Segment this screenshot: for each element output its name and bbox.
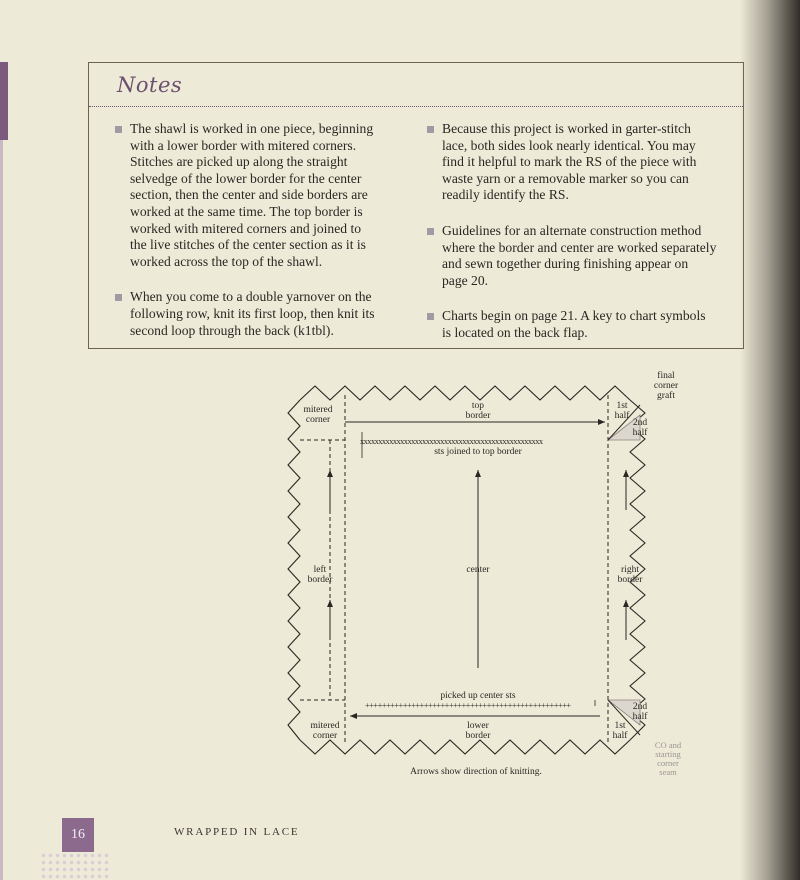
diagram-caption: Arrows show direction of knitting. (410, 767, 542, 777)
final-graft-line2: corner (653, 381, 679, 391)
half-1st-top-line2: half (614, 411, 630, 421)
zigzag-edge-top (300, 386, 630, 400)
sts-joined-label: sts joined to top border (434, 447, 522, 457)
right-border-line1: right (621, 565, 639, 575)
co-seam-line4: seam (659, 767, 677, 777)
note-item: Charts begin on page 21. A key to chart symbols is located on the back flap. (427, 308, 717, 341)
co-seam-line3: corner (657, 758, 679, 768)
mitered-corner-top-line2: corner (305, 415, 331, 425)
zigzag-edge-left (288, 400, 300, 740)
co-seam-line2: starting (655, 749, 681, 759)
half-2nd-bottom-line2: half (632, 712, 648, 722)
page-number: 16 (62, 818, 94, 852)
lower-border-line2: border (465, 731, 491, 741)
running-head: WRAPPED IN LACE (174, 826, 300, 838)
note-item: Because this project is worked in garter-stitch lace, both sides look nearly identical. You may find it helpful to mark the RS of the piece with waste yarn or a removable marker so you can readily identify the RS. (427, 121, 717, 204)
half-1st-top-line1: 1st (616, 401, 628, 411)
final-graft-line1: final (657, 371, 675, 381)
lower-border-line1: lower (467, 721, 489, 731)
mitered-corner-bottom-line1: mitered (310, 721, 340, 731)
co-seam-line1: CO and (654, 740, 682, 750)
zigzag-edge-bottom (300, 740, 630, 754)
picked-up-label: picked up center sts (440, 691, 516, 701)
half-1st-bottom-line2: half (612, 731, 628, 741)
xs-row: xxxxxxxxxxxxxxxxxxxxxxxxxxxxxxxxxxxxxxxxxxxxxxxxxx (360, 436, 543, 446)
half-2nd-bottom-line1: 2nd (632, 702, 648, 712)
mitered-corner-bottom-line2: corner (312, 731, 338, 741)
note-item: When you come to a double yarnover on the following row, knit its first loop, then knit its second loop through the back (k1tbl). (115, 289, 380, 339)
left-border-line1: left (313, 565, 327, 575)
note-item: Guidelines for an alternate construction method where the border and center are worked separately and sewn together during finishing appear on page 20. (427, 223, 717, 289)
left-border-line2: border (307, 575, 333, 585)
footer-dot-pattern (40, 852, 110, 880)
mitered-corner-top-line1: mitered (303, 405, 333, 415)
top-border-label-line2: border (465, 411, 491, 421)
notes-title: Notes (117, 73, 183, 97)
top-border-label-line1: top (471, 401, 485, 411)
half-2nd-top-line2: half (632, 428, 648, 438)
half-2nd-top-line1: 2nd (632, 418, 648, 428)
right-border-line2: border (617, 575, 643, 585)
final-graft-line3: graft (657, 391, 675, 401)
plus-row: +++++++++++++++++++++++++++++++++++++++++++++++++ (365, 700, 571, 710)
half-1st-bottom-line1: 1st (614, 721, 626, 731)
note-item: The shawl is worked in one piece, beginning with a lower border with mitered corners. Stitches are picked up along the straight selvedge of the lower border for the center section, then the center and side borders are worked at the same time. The top border is worked with mitered corners and joined to the live stitches of the center section as it is worked across the top of the shawl. (115, 121, 380, 270)
center-label: center (466, 565, 490, 575)
